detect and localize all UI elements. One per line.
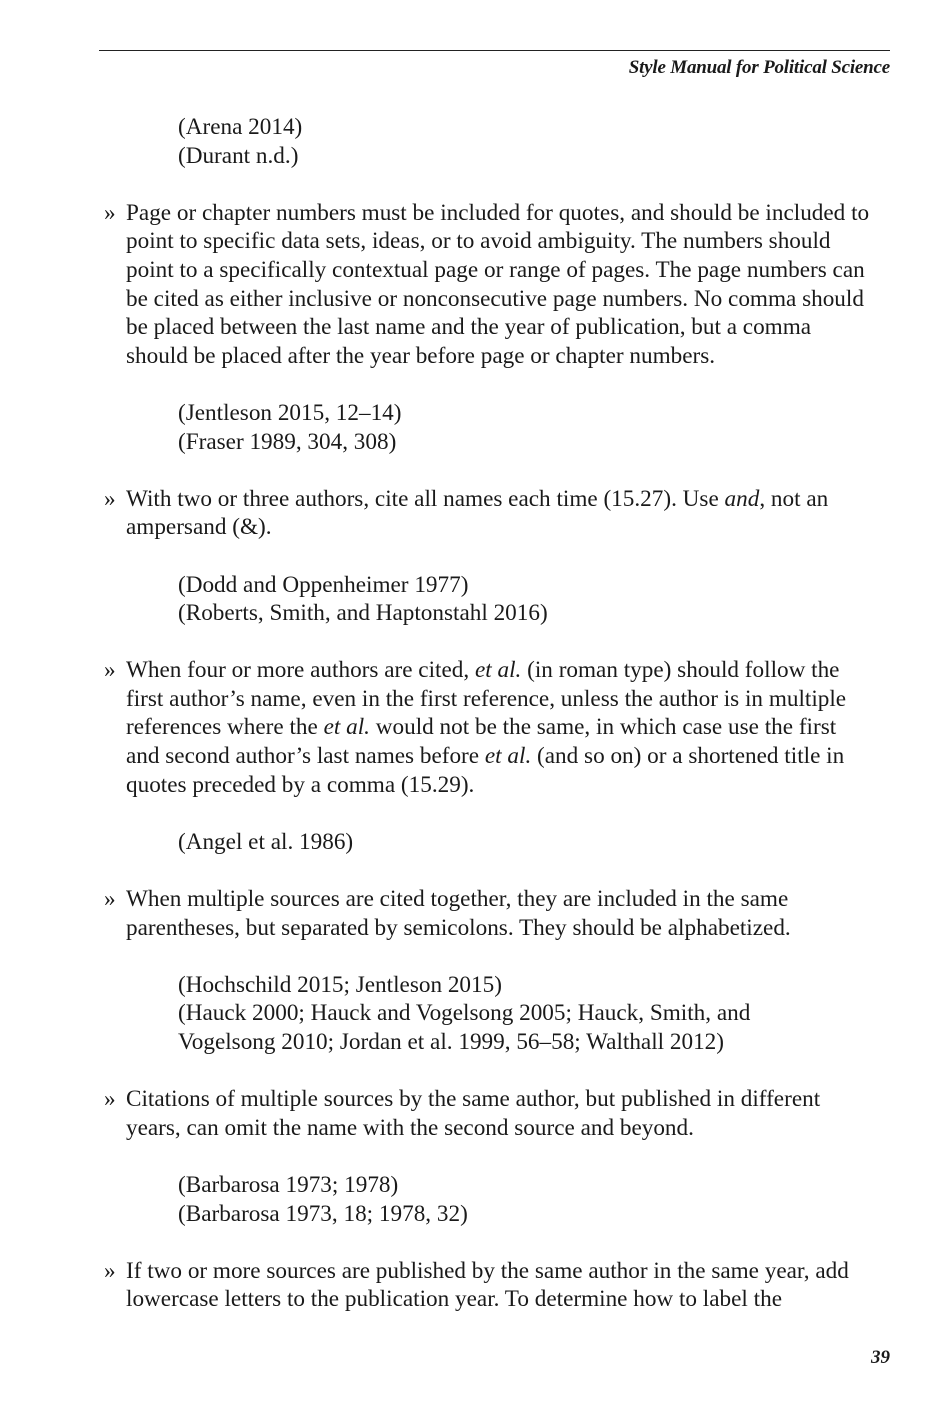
guideline-text: Citations of multiple sources by the same author, but published in different years, can omit the name with the second source and beyond.	[126, 1086, 821, 1141]
citation-example-line: (Fraser 1989, 304, 308)	[178, 428, 397, 455]
bullet-marker: »	[104, 485, 116, 512]
bullet-marker: »	[104, 886, 116, 913]
bullet-marker: »	[104, 1086, 116, 1113]
page-number: 39	[871, 1347, 890, 1368]
guideline-text: When multiple sources are cited together, they are included in the same parentheses, but separated by semicolons. They should be alphabetized.	[126, 886, 791, 941]
guideline-bullet-two-three-authors	[104, 485, 874, 542]
header-rule	[99, 50, 890, 51]
guideline-bullet-page-numbers	[104, 199, 874, 371]
guideline-bullet-four-authors	[104, 656, 874, 799]
citation-example-block	[178, 399, 874, 456]
guideline-text: (and so on) or a shortened title in quotes preceded by a comma (15.29).	[126, 743, 845, 798]
citation-example-line: (Dodd and Oppenheimer 1977)	[178, 571, 469, 598]
bullet-marker: »	[104, 199, 116, 226]
citation-example-line: (Arena 2014)	[178, 114, 303, 140]
guideline-bullet-same-author	[104, 1085, 874, 1142]
citation-example-line: (Durant n.d.)	[178, 142, 299, 169]
citation-example-line: (Barbarosa 1973, 18; 1978, 32)	[178, 1200, 468, 1227]
citation-example-line: (Roberts, Smith, and Haptonstahl 2016)	[178, 600, 548, 627]
citation-example-block	[178, 971, 874, 1057]
guideline-text: If two or more sources are published by the same author in the same year, add lowercase letters to the publication year. To determine how to label the	[126, 1257, 849, 1313]
page-body	[104, 113, 874, 1314]
guideline-text: Page or chapter numbers must be included for quotes, and should be included to point to specific data sets, ideas, or to avoid ambiguity. The numbers should point to a specifically contextual page or range of pages. The page numbers can be cited as either inclusive or nonconsecutive page numbers. No comma should be placed between the last name and the year of publication, but a comma should be placed after the year before page or chapter numbers.	[126, 199, 870, 369]
bullet-marker: »	[104, 1257, 116, 1284]
guideline-text: With two or three authors, cite all names each time (15.27). Use	[126, 485, 725, 512]
guideline-text: , not an ampersand (&).	[126, 485, 829, 541]
bullet-marker: »	[104, 657, 116, 684]
citation-example-block	[178, 571, 874, 628]
running-head: Style Manual for Political Science	[628, 57, 890, 78]
citation-example-line: (Hochschild 2015; Jentleson 2015)	[178, 971, 502, 998]
citation-example-block	[178, 828, 874, 857]
guideline-text: would not be the same, in which case use the first and second author’s last names before	[126, 714, 837, 770]
guideline-text: (in roman type) should follow the first author’s name, even in the first reference, unless the author is in multiple references where the	[126, 657, 847, 741]
citation-example-line: (Jentleson 2015, 12–14)	[178, 399, 402, 426]
guideline-text-italic: and	[724, 485, 760, 512]
citation-example-line: Vogelsong 2010; Jordan et al. 1999, 56–58; Walthall 2012)	[178, 1029, 724, 1055]
citation-example-line: (Angel et al. 1986)	[178, 828, 354, 855]
guideline-text-italic: et al.	[474, 657, 522, 684]
guideline-text: When four or more authors are cited,	[126, 657, 475, 684]
guideline-text-italic: et al.	[484, 743, 532, 770]
citation-example-line: (Barbarosa 1973; 1978)	[178, 1171, 399, 1198]
guideline-bullet-same-year	[104, 1257, 874, 1314]
guideline-text-italic: et al.	[323, 714, 370, 741]
citation-example-line: (Hauck 2000; Hauck and Vogelsong 2005; Hauck, Smith, and	[178, 1000, 751, 1027]
guideline-bullet-multiple-sources	[104, 885, 874, 942]
citation-example-block	[178, 113, 874, 170]
citation-example-block	[178, 1171, 874, 1228]
